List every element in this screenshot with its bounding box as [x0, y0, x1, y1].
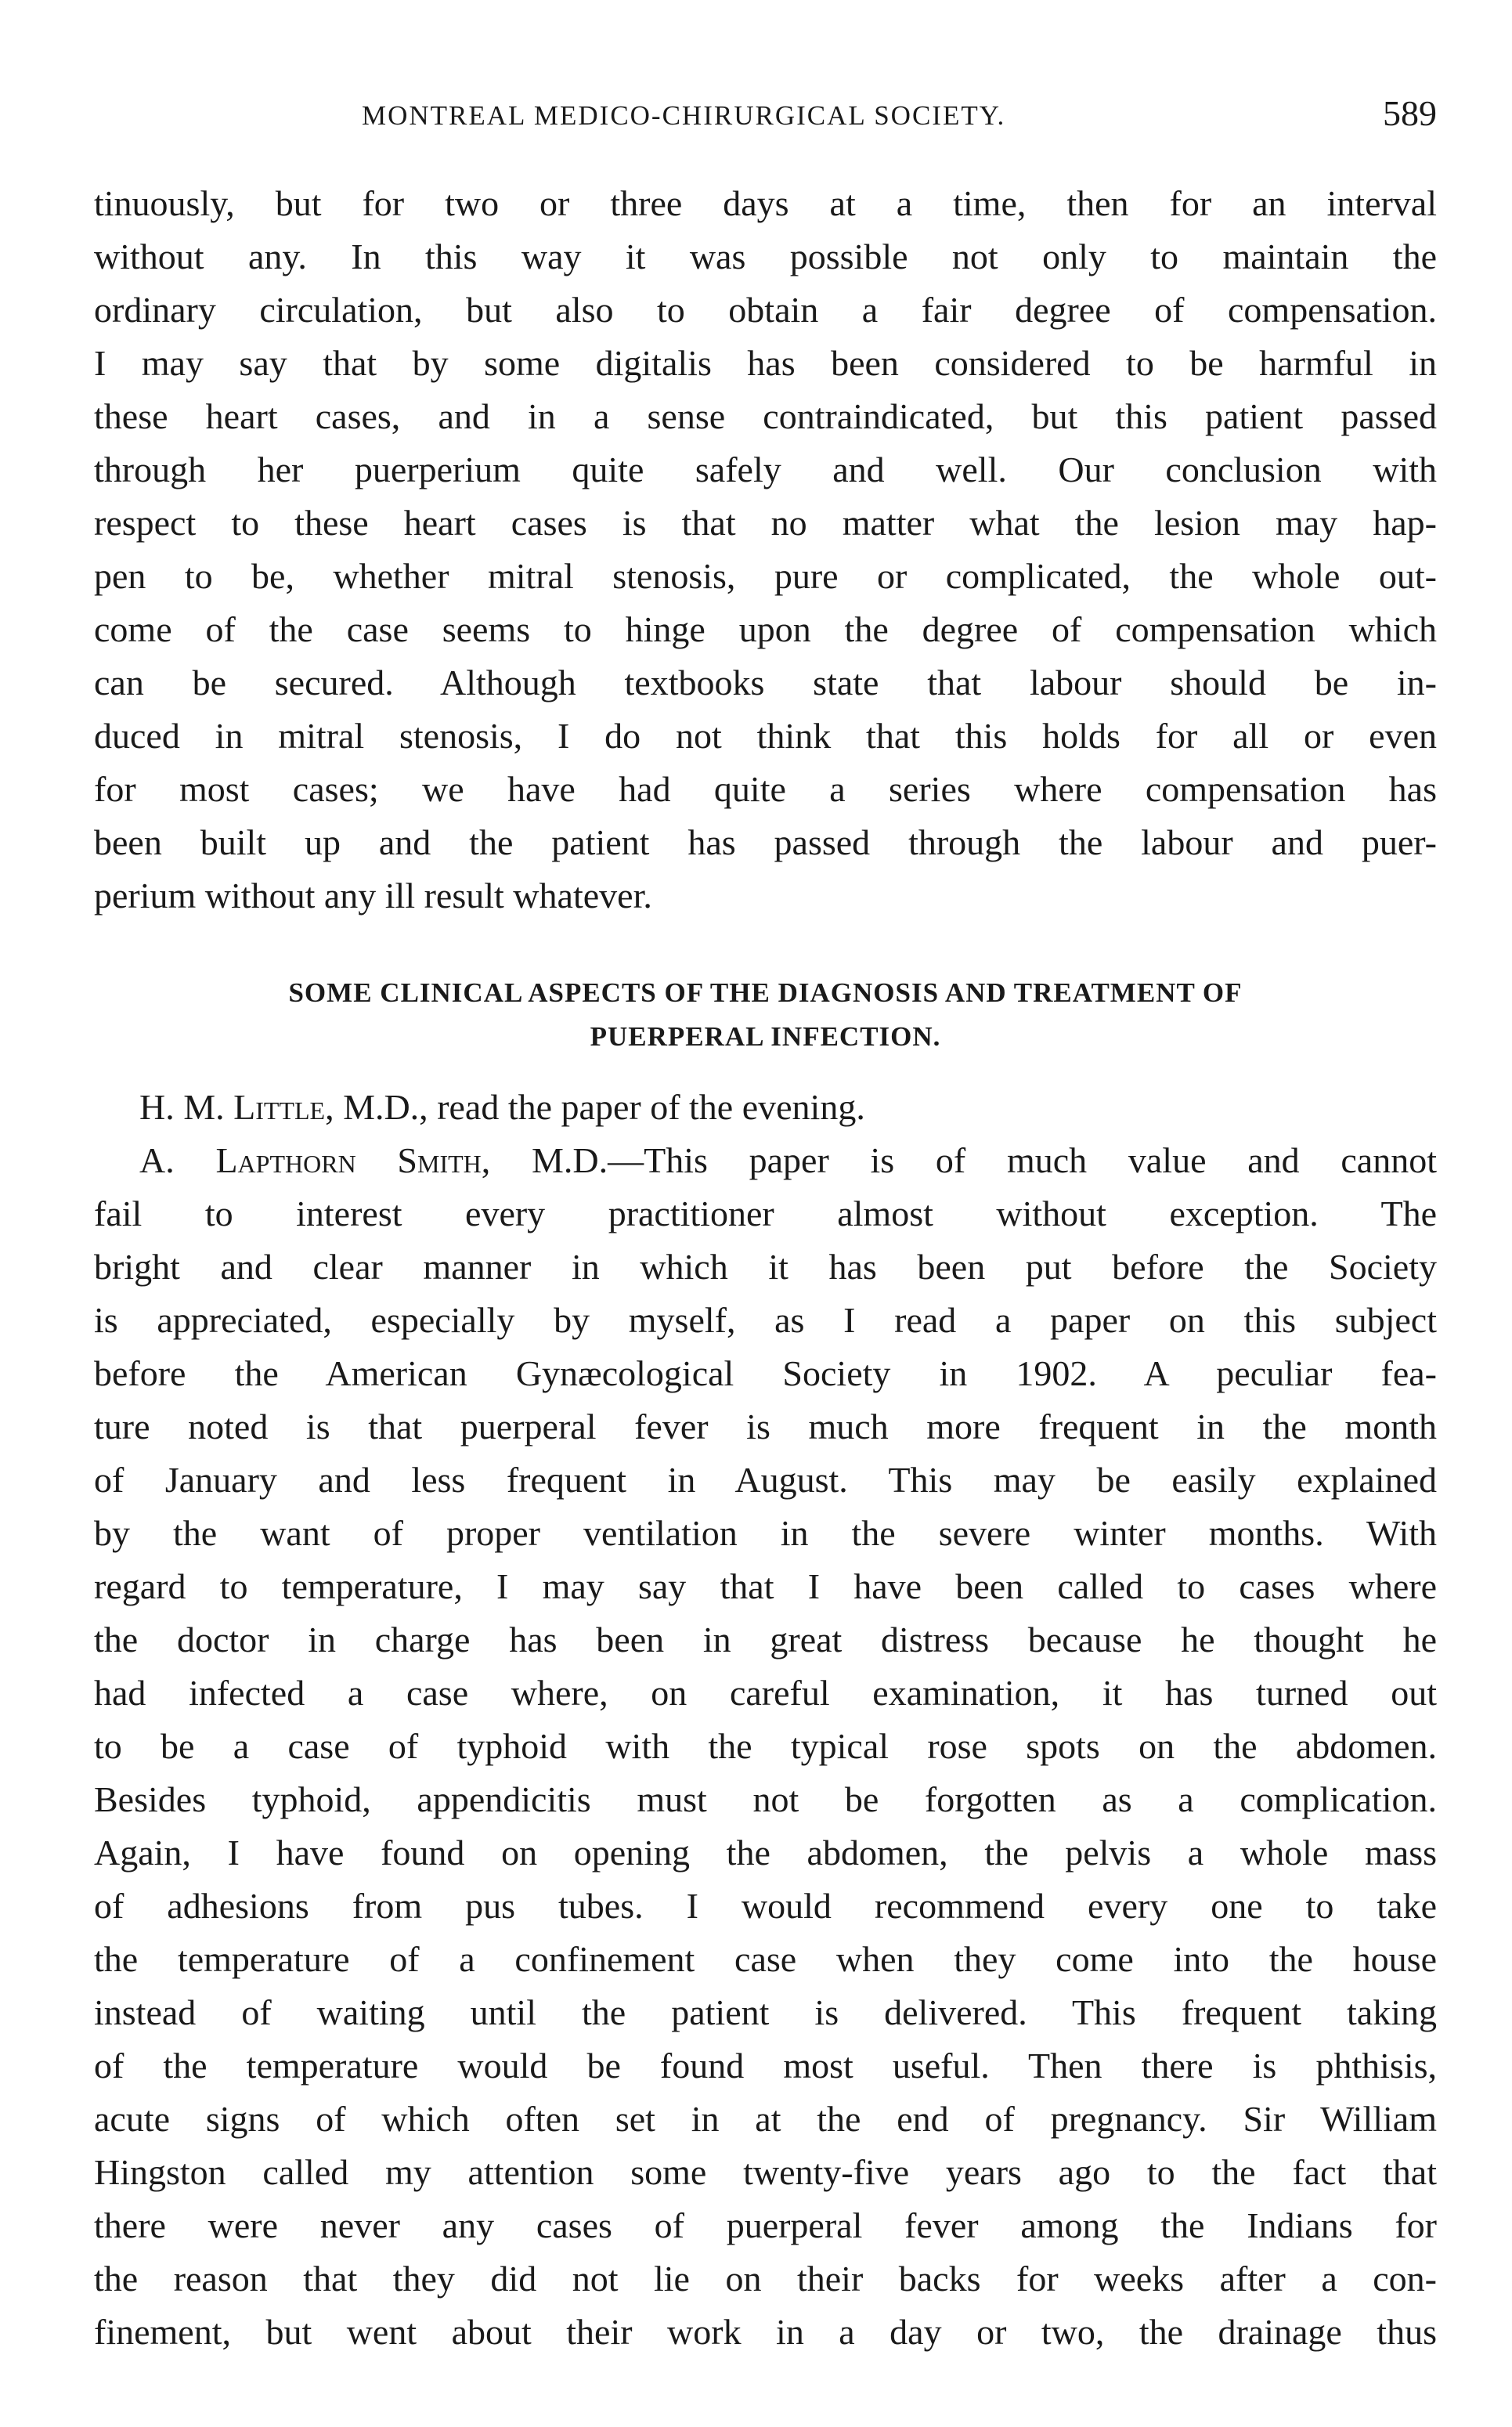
- section-heading: [94, 971, 1437, 1059]
- text-line: respect to these heart cases is that no matter what the lesion may hap-: [94, 503, 1437, 543]
- text-line: regard to temperature, I may say that I have been called to cases where: [94, 1566, 1437, 1606]
- text-line: pen to be, whether mitral stenosis, pure or complicated, the whole out-: [94, 556, 1437, 596]
- text-line: come of the case seems to hinge upon the degree of compensation which: [94, 609, 1437, 649]
- paragraph-heart-cases: [94, 177, 1437, 923]
- text-line: ture noted is that puerperal fever is much more frequent in the month: [94, 1407, 1437, 1446]
- text-line: duced in mitral stenosis, I do not think that this holds for all or even: [94, 716, 1437, 756]
- text-line: acute signs of which often set in at the end of pregnancy. Sir William: [94, 2099, 1437, 2139]
- text-line: through her puerperium quite safely and well. Our conclusion with: [94, 450, 1437, 489]
- text-line: had infected a case where, on careful examination, it has turned out: [94, 1673, 1437, 1713]
- line-text: read the paper of the evening.: [428, 1087, 865, 1127]
- text-line: is appreciated, especially by myself, as I read a paper on this subject: [94, 1300, 1437, 1340]
- text-line: Besides typhoid, appendicitis must not be forgotten as a complication.: [94, 1779, 1437, 1819]
- text-line: by the want of proper ventilation in the severe winter months. With: [94, 1513, 1437, 1553]
- running-head: [94, 92, 1437, 139]
- text-line: for most cases; we have had quite a series where compensation has: [94, 769, 1437, 809]
- text-line: the reason that they did not lie on their backs for weeks after a con-: [94, 2259, 1437, 2299]
- text-line: been built up and the patient has passed through the labour and puer-: [94, 822, 1437, 862]
- line-text: —This paper is of much value and cannot: [608, 1140, 1437, 1180]
- text-line: to be a case of typhoid with the typical rose spots on the abdomen.: [94, 1726, 1437, 1766]
- text-line: Again, I have found on opening the abdomen, the pelvis a whole mass: [94, 1833, 1437, 1873]
- text-line: can be secured. Although textbooks state that labour should be in-: [94, 663, 1437, 702]
- text-line: Hingston called my attention some twenty-five years ago to the fact that: [94, 2152, 1437, 2192]
- page-number: 589: [1383, 93, 1437, 133]
- heading-line: SOME CLINICAL ASPECTS OF THE DIAGNOSIS AND TREATMENT OF: [288, 977, 1243, 1008]
- text-line: these heart cases, and in a sense contraindicated, but this patient passed: [94, 396, 1437, 436]
- text-line: instead of waiting until the patient is delivered. This frequent taking: [94, 1992, 1437, 2032]
- heading-line: PUERPERAL INFECTION.: [590, 1021, 941, 1052]
- paragraph-little: [94, 1081, 1437, 1134]
- text-line: perium without any ill result whatever.: [94, 876, 652, 916]
- text-line: of adhesions from pus tubes. I would recommend every one to take: [94, 1886, 1437, 1926]
- text-line: [94, 1081, 1437, 1134]
- text-line: of January and less frequent in August. This may be easily explained: [94, 1460, 1437, 1500]
- text-line: bright and clear manner in which it has been put before the Society: [94, 1247, 1437, 1287]
- text-line: there were never any cases of puerperal fever among the Indians for: [94, 2205, 1437, 2245]
- text-line: tinuously, but for two or three days at a time, then for an interval: [94, 183, 1437, 223]
- text-line: finement, but went about their work in a day or two, the drainage thus: [94, 2312, 1437, 2352]
- running-title: MONTREAL MEDICO-CHIRURGICAL SOCIETY.: [362, 100, 1006, 131]
- text-line: fail to interest every practitioner almost without exception. The: [94, 1194, 1437, 1233]
- text-line: without any. In this way it was possible not only to maintain the: [94, 237, 1437, 276]
- text-line: [94, 1134, 1437, 1187]
- text-line: ordinary circulation, but also to obtain a fair degree of compensation.: [94, 290, 1437, 330]
- paragraph-smith: [94, 1134, 1437, 2359]
- text-line: before the American Gynæcological Society in 1902. A peculiar fea-: [94, 1353, 1437, 1393]
- speaker-name: H. M. Little, M.D.,: [139, 1087, 428, 1127]
- speaker-name: A. Lapthorn Smith, M.D.: [139, 1140, 608, 1180]
- text-line: I may say that by some digitalis has been considered to be harmful in: [94, 343, 1437, 383]
- text-line: of the temperature would be found most useful. Then there is phthisis,: [94, 2046, 1437, 2086]
- text-line: the doctor in charge has been in great distress because he thought he: [94, 1620, 1437, 1660]
- text-line: the temperature of a confinement case when they come into the house: [94, 1939, 1437, 1979]
